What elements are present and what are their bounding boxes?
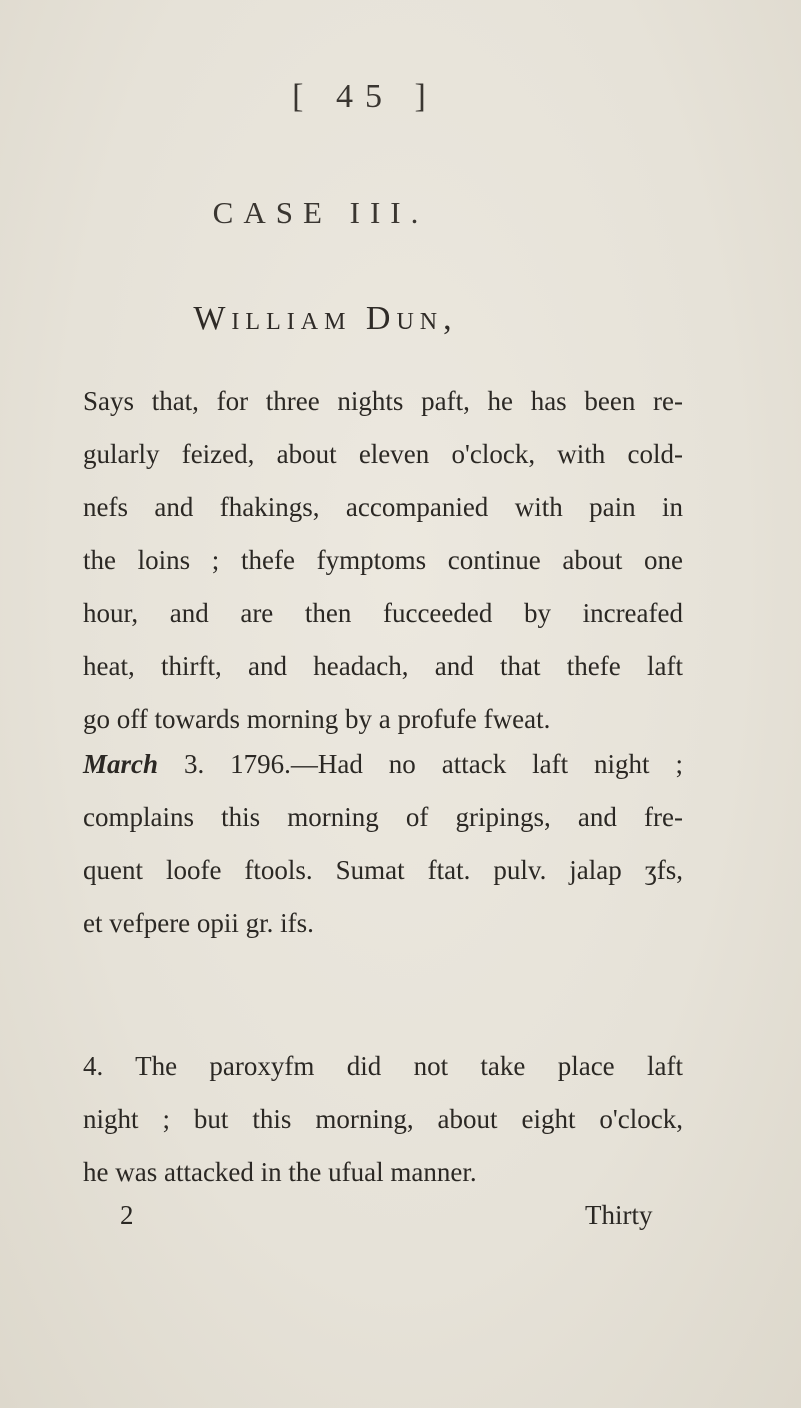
signature-mark: 2: [120, 1200, 134, 1230]
page-number: [ 45 ]: [292, 78, 438, 115]
entry-date: March: [83, 749, 159, 779]
text-line: night ; but this morning, about eight o'clock,: [83, 1104, 683, 1134]
paragraph-day-4: [83, 1040, 683, 1199]
text-line: he was attacked in the ufual manner.: [83, 1157, 477, 1187]
text-line: nefs and fhakings, accompanied with pain in: [83, 492, 683, 522]
case-title: CASE III.: [212, 195, 429, 230]
text-line: hour, and are then fucceeded by increafed: [83, 598, 683, 628]
entry-text: 3. 1796.—Had no attack laft night ;: [158, 749, 683, 779]
paragraph-march-3: [83, 738, 683, 950]
text-line: complains this morning of gripings, and fre-: [83, 802, 683, 832]
text-line: gularly feized, about eleven o'clock, with cold-: [83, 439, 683, 469]
text-line: go off towards morning by a profufe fweat.: [83, 704, 551, 734]
paragraph-symptoms: [83, 375, 683, 746]
text-line: quent loofe ftools. Sumat ftat. pulv. jalap ʒfs,: [83, 855, 683, 885]
text-line: the loins ; thefe fymptoms continue about one: [83, 545, 683, 575]
text-line-dated: [83, 738, 683, 791]
catchword: Thirty: [585, 1200, 653, 1230]
text-line: et vefpere opii gr. ifs.: [83, 908, 314, 938]
text-line: heat, thirft, and headach, and that thefe laft: [83, 651, 683, 681]
text-line: Says that, for three nights paft, he has been re-: [83, 386, 683, 416]
patient-name: William Dun,: [193, 300, 458, 337]
text-line: 4. The paroxyfm did not take place laft: [83, 1051, 683, 1081]
